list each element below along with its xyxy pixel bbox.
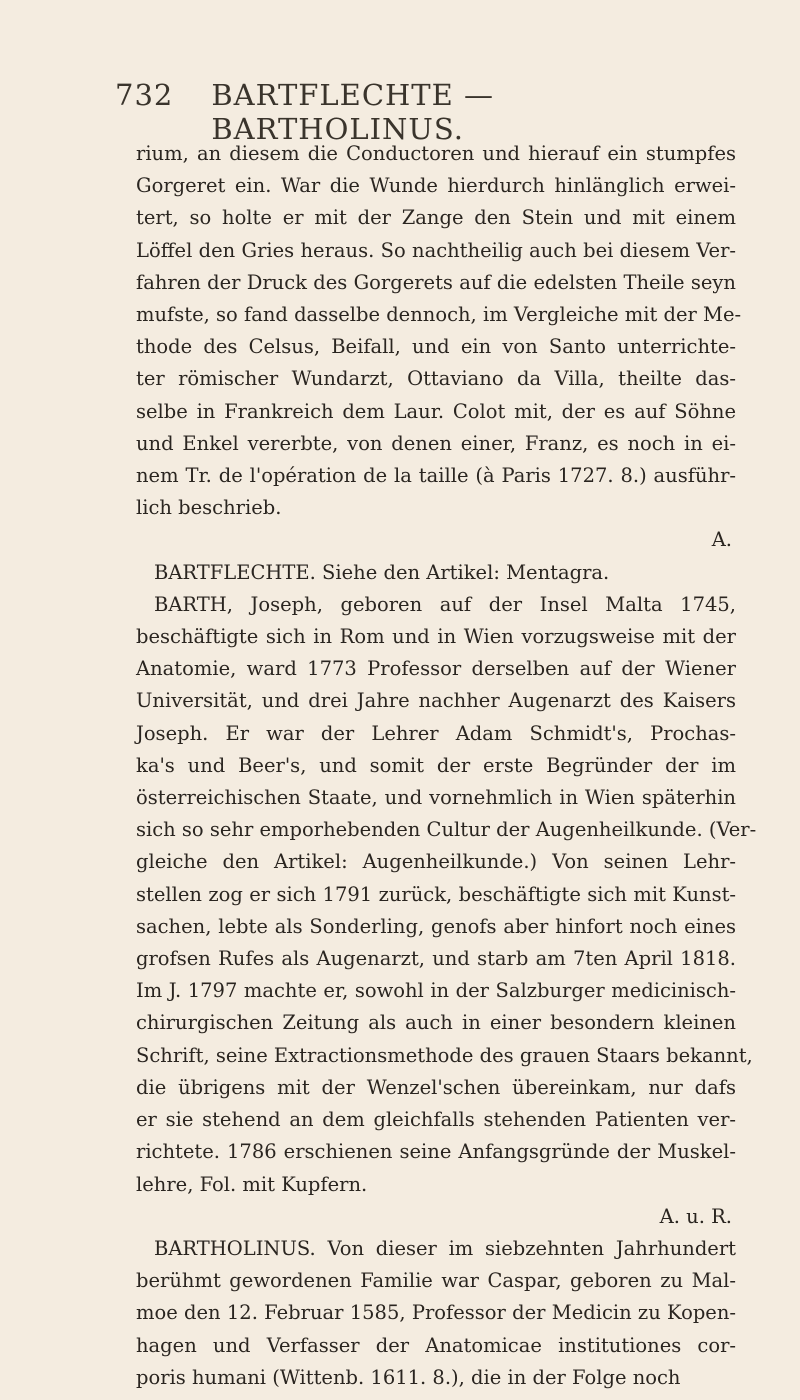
article-entry bbox=[136, 557, 736, 589]
text-line: moe den 12. Februar 1585, Professor der Medicin zu Kopen- bbox=[136, 1301, 736, 1325]
text-line: selbe in Frankreich dem Laur. Colot mit, der es auf Söhne bbox=[136, 399, 736, 423]
page-header bbox=[115, 78, 735, 146]
text-line: richtete. 1786 erschienen seine Anfangsgründe der Muskel- bbox=[136, 1140, 736, 1164]
text-line: nem Tr. de l'opération de la taille (à Paris 1727. 8.) ausführ- bbox=[136, 464, 736, 488]
text-line: sich so sehr emporhebenden Cultur der Augenheilkunde. (Ver- bbox=[136, 818, 757, 842]
text-line: gleiche den Artikel: Augenheilkunde.) Von seinen Lehr- bbox=[136, 850, 736, 874]
page-number: 732 bbox=[115, 78, 174, 112]
text-line: thode des Celsus, Beifall, und ein von Santo unterrichte- bbox=[136, 335, 736, 359]
text-line: fahren der Druck des Gorgerets auf die edelsten Theile seyn bbox=[136, 270, 736, 294]
text-line: rium, an diesem die Conductoren und hierauf ein stumpfes bbox=[136, 142, 736, 165]
text-line: Anatomie, ward 1773 Professor derselben auf der Wiener bbox=[136, 657, 736, 681]
text-line: mufste, so fand dasselbe dennoch, im Vergleiche mit der Me- bbox=[136, 303, 742, 327]
text-line: Gorgeret ein. War die Wunde hierdurch hinlänglich erwei- bbox=[136, 174, 736, 198]
text-line: BARTFLECHTE. Siehe den Artikel: Mentagra. bbox=[154, 560, 610, 584]
text-line: tert, so holte er mit der Zange den Stein und mit einem bbox=[136, 206, 736, 230]
text-line: ka's und Beer's, und somit der erste Begründer der im bbox=[136, 753, 736, 777]
text-line: berühmt gewordenen Familie war Caspar, geboren zu Mal- bbox=[136, 1269, 736, 1293]
text-line: BARTHOLINUS. Von dieser im siebzehnten Jahrhundert bbox=[154, 1236, 736, 1260]
text-line: sachen, lebte als Sonderling, genofs aber hinfort noch eines bbox=[136, 914, 736, 938]
text-line: hagen und Verfasser der Anatomicae institutiones cor- bbox=[136, 1333, 736, 1357]
text-line: lich beschrieb. bbox=[136, 496, 282, 520]
text-line: lehre, Fol. mit Kupfern. bbox=[136, 1172, 368, 1196]
text-line: poris humani (Wittenb. 1611. 8.), die in der Folge noch bbox=[136, 1365, 681, 1389]
text-line: Löffel den Gries heraus. So nachtheilig auch bei diesem Ver- bbox=[136, 238, 736, 262]
text-line: österreichischen Staate, und vornehmlich in Wien späterhin bbox=[136, 786, 736, 810]
text-line: er sie stehend an dem gleichfalls stehenden Patienten ver- bbox=[136, 1108, 736, 1132]
text-line: Im J. 1797 machte er, sowohl in der Salzburger medicinisch- bbox=[136, 979, 736, 1003]
article-entry bbox=[136, 1233, 736, 1394]
text-line: BARTH, Joseph, geboren auf der Insel Malta 1745, bbox=[154, 592, 736, 616]
author-signature: A. bbox=[711, 528, 732, 552]
text-line: und Enkel vererbte, von denen einer, Franz, es noch in ei- bbox=[136, 431, 736, 455]
text-line: stellen zog er sich 1791 zurück, beschäftigte sich mit Kunst- bbox=[136, 882, 736, 906]
text-line: Joseph. Er war der Lehrer Adam Schmidt's, Prochas- bbox=[136, 721, 736, 745]
page-body bbox=[136, 138, 757, 1394]
text-line: Universität, und drei Jahre nachher Augenarzt des Kaisers bbox=[136, 689, 736, 713]
text-line: beschäftigte sich in Rom und in Wien vorzugsweise mit der bbox=[136, 625, 736, 649]
text-line: die übrigens mit der Wenzel'schen übereinkam, nur dafs bbox=[136, 1075, 736, 1099]
text-line: ter römischer Wundarzt, Ottaviano da Villa, theilte das- bbox=[136, 367, 736, 391]
text-line: Schrift, seine Extractionsmethode des grauen Staars bekannt, bbox=[136, 1043, 753, 1067]
author-signature: A. u. R. bbox=[659, 1204, 732, 1228]
running-title: BARTFLECHTE — BARTHOLINUS. bbox=[211, 78, 495, 146]
text-line: grofsen Rufes als Augenarzt, und starb am 7ten April 1818. bbox=[136, 947, 736, 971]
text-line: chirurgischen Zeitung als auch in einer besondern kleinen bbox=[136, 1011, 736, 1035]
article-entry bbox=[136, 138, 742, 557]
article-entry bbox=[136, 589, 757, 1233]
